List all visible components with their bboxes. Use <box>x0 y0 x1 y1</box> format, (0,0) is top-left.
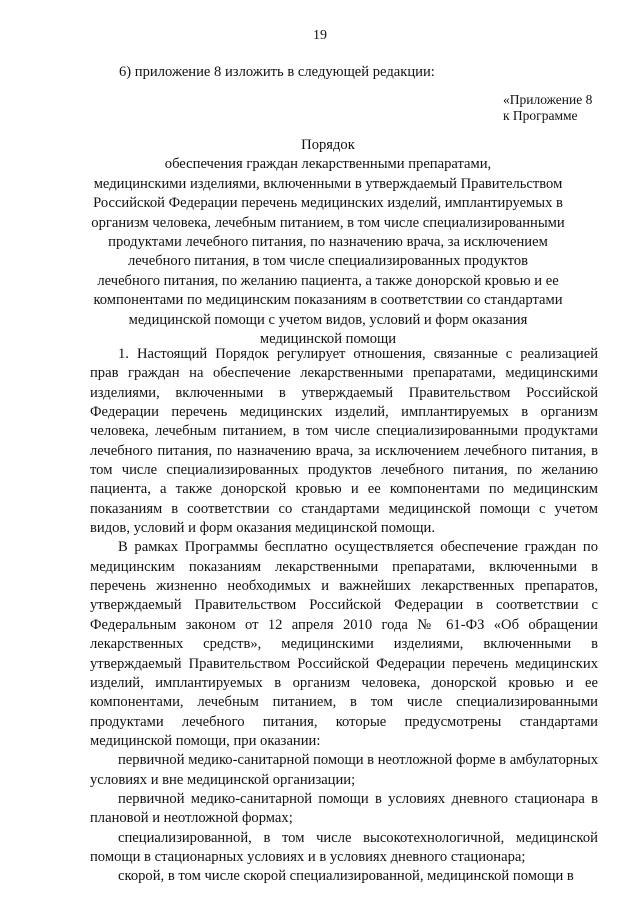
title-line: лечебного питания, по желанию пациента, а также донорской кровью и ее <box>97 272 559 289</box>
appendix-label <box>503 92 592 124</box>
page-number: 19 <box>313 28 327 43</box>
appendix-line-1: «Приложение 8 <box>503 92 593 107</box>
title-line: организм человека, лечебным питанием, в том числе специализированными <box>91 214 565 231</box>
document-body <box>90 345 598 887</box>
appendix-line-2: к Программе <box>503 108 578 123</box>
document-title <box>80 136 576 349</box>
paragraph: первичной медико-санитарной помощи в неотложной форме в амбулаторных условиях и вне медицинской организации; <box>90 752 599 788</box>
title-line: продуктами лечебного питания, по назначению врача, за исключением <box>108 234 548 251</box>
paragraph: первичной медико-санитарной помощи в условиях дневного стационара в плановой и неотложной формах; <box>90 790 598 827</box>
title-line: медицинской помощи <box>259 331 397 348</box>
paragraph: В рамках Программы бесплатно осуществляется обеспечение граждан по медицинским показаниям лекарственными препаратами, включенными в перечень жизненно необходимых и важнейших лекарственных препаратов, утверждаемый Правительством Российской Федерации в соответствии с Федеральным законом от 12 апреля 2010 года № 61-ФЗ «Об обращении лекарственных средств», медицинскими изделиями, включенными в утверждаемый Правительством Российской Федерации перечень медицинских изделий, имплантируемых в организм человека, донорской кровью и ее компонентами, лечебным питанием, в том числе специализированными продуктами лечебного питания, которые предусмотрены стандартами медицинской помощи, при оказании: <box>90 539 598 749</box>
title-line: компонентами по медицинским показаниям в соответствии со стандартами <box>93 292 563 309</box>
paragraph: скорой, в том числе скорой специализированной, медицинской помощи в <box>118 868 574 885</box>
title-line: медицинской помощи с учетом видов, условий и форм оказания <box>128 311 528 328</box>
paragraph: 1. Настоящий Порядок регулирует отношения, связанные с реализацией прав граждан на обеспечение лекарственными препаратами, медицинскими изделиями, включенными в утверждаемый Правительством Российской Федерации перечень медицинских изделий, имплантируемых в организм человека, лечебным питанием, в том числе специализированными продуктами лечебного питания, по назначению врача, за исключением лечебного питания, в том числе специализированных продуктов лечебного питания, по желанию пациента, а также донорской кровью и ее компонентами по медицинским показаниям в соответствии со стандартами медицинской помощи с учетом видов, условий и форм оказания медицинской помощи. <box>90 346 598 537</box>
title-line: лечебного питания, в том числе специализированных продуктов <box>127 253 529 270</box>
title-line: обеспечения граждан лекарственными препаратами, <box>164 156 492 173</box>
title-line: медицинскими изделиями, включенными в утверждаемый Правительством <box>93 175 563 192</box>
paragraph: специализированной, в том числе высокотехнологичной, медицинской помощи в стационарных условиях и в условиях дневного стационара; <box>90 829 598 865</box>
title-line: Российской Федерации перечень медицинских изделий, имплантируемых в <box>93 195 563 212</box>
intro-line: 6) приложение 8 изложить в следующей редакции: <box>119 64 435 80</box>
title-line: Порядок <box>301 137 355 153</box>
